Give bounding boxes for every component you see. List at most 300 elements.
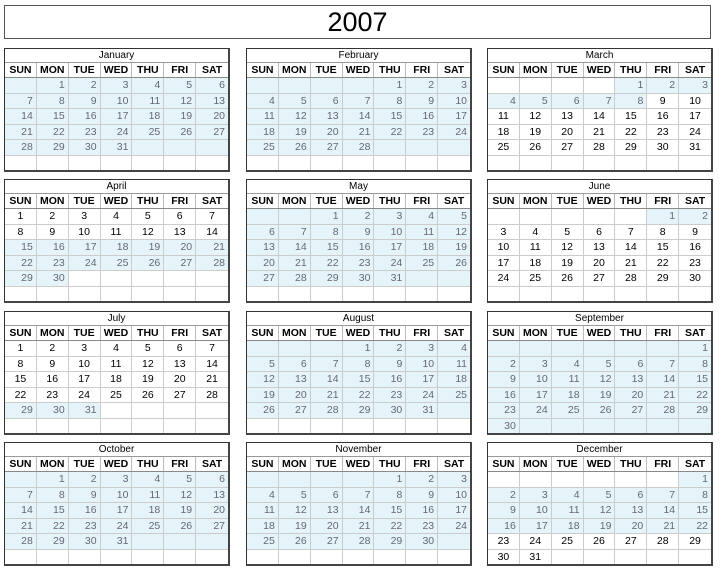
- day-cell: 7: [5, 488, 37, 504]
- day-cell: 25: [247, 534, 279, 550]
- day-cell: 29: [5, 403, 37, 419]
- day-cell: 17: [438, 109, 470, 125]
- day-cell: 15: [679, 372, 711, 388]
- day-cell: 23: [343, 256, 375, 272]
- month-name: April: [5, 180, 228, 194]
- day-cell: 19: [584, 519, 616, 535]
- day-cell: 10: [520, 503, 552, 519]
- day-cell: 1: [679, 341, 711, 357]
- day-cell: 21: [647, 388, 679, 404]
- day-cell: 24: [69, 388, 101, 404]
- day-cell: 29: [374, 534, 406, 550]
- day-cell: 24: [438, 125, 470, 141]
- day-cell: 16: [374, 372, 406, 388]
- month-july: [4, 311, 230, 435]
- day-cell: 25: [520, 271, 552, 287]
- day-cell: 21: [343, 519, 375, 535]
- day-cell: 1: [37, 78, 69, 94]
- day-cell: 5: [132, 341, 164, 357]
- day-cell: 11: [488, 109, 520, 125]
- weekday-label: SUN: [5, 194, 37, 208]
- empty-cell: [279, 341, 311, 357]
- day-cell: 27: [311, 534, 343, 550]
- day-cell: 19: [132, 372, 164, 388]
- day-cell: 1: [615, 78, 647, 94]
- empty-cell: [584, 419, 616, 435]
- empty-cell: [552, 156, 584, 172]
- day-cell: 30: [647, 140, 679, 156]
- empty-cell: [584, 156, 616, 172]
- weekday-label: MON: [279, 194, 311, 208]
- empty-cell: [520, 209, 552, 225]
- day-cell: 14: [5, 503, 37, 519]
- empty-cell: [69, 156, 101, 172]
- weekday-label: FRI: [647, 194, 679, 208]
- weekday-label: TUE: [311, 63, 343, 77]
- day-cell: 15: [5, 372, 37, 388]
- weekday-header: [5, 326, 228, 341]
- day-cell: 20: [311, 125, 343, 141]
- day-cell: 6: [615, 357, 647, 373]
- day-cell: 29: [37, 534, 69, 550]
- day-cell: 3: [69, 341, 101, 357]
- day-cell: 8: [374, 488, 406, 504]
- day-cell: 7: [615, 225, 647, 241]
- empty-cell: [196, 419, 228, 435]
- day-cell: 15: [647, 240, 679, 256]
- day-cell: 26: [552, 271, 584, 287]
- day-cell: 20: [552, 125, 584, 141]
- day-cell: 26: [279, 140, 311, 156]
- day-cell: 21: [5, 125, 37, 141]
- weekday-label: FRI: [164, 457, 196, 471]
- day-cell: 9: [343, 225, 375, 241]
- empty-cell: [164, 534, 196, 550]
- day-grid: [247, 341, 470, 435]
- empty-cell: [552, 209, 584, 225]
- empty-cell: [647, 287, 679, 303]
- empty-cell: [374, 140, 406, 156]
- day-cell: 8: [5, 357, 37, 373]
- weekday-label: SUN: [488, 194, 520, 208]
- day-cell: 18: [406, 240, 438, 256]
- empty-cell: [615, 209, 647, 225]
- empty-cell: [520, 341, 552, 357]
- empty-cell: [488, 341, 520, 357]
- weekday-label: MON: [37, 457, 69, 471]
- weekday-label: MON: [520, 63, 552, 77]
- day-cell: 12: [279, 109, 311, 125]
- day-cell: 21: [584, 125, 616, 141]
- day-cell: 8: [37, 488, 69, 504]
- day-cell: 7: [279, 225, 311, 241]
- day-cell: 14: [196, 357, 228, 373]
- empty-cell: [311, 472, 343, 488]
- empty-cell: [69, 287, 101, 303]
- day-cell: 29: [679, 403, 711, 419]
- empty-cell: [101, 403, 133, 419]
- day-cell: 5: [132, 209, 164, 225]
- weekday-label: WED: [584, 194, 616, 208]
- day-cell: 23: [647, 125, 679, 141]
- day-cell: 25: [101, 256, 133, 272]
- empty-cell: [520, 472, 552, 488]
- empty-cell: [132, 534, 164, 550]
- day-cell: 31: [101, 140, 133, 156]
- day-cell: 5: [279, 488, 311, 504]
- month-name: September: [488, 312, 711, 326]
- weekday-label: TUE: [69, 194, 101, 208]
- day-cell: 10: [520, 372, 552, 388]
- day-cell: 26: [132, 388, 164, 404]
- empty-cell: [164, 140, 196, 156]
- day-grid: [5, 341, 228, 435]
- weekday-header: [5, 194, 228, 209]
- day-cell: 11: [247, 109, 279, 125]
- day-cell: 23: [37, 388, 69, 404]
- day-cell: 4: [552, 488, 584, 504]
- day-cell: 31: [69, 403, 101, 419]
- day-cell: 3: [679, 78, 711, 94]
- day-cell: 11: [101, 357, 133, 373]
- day-cell: 8: [679, 488, 711, 504]
- day-cell: 13: [196, 488, 228, 504]
- day-cell: 17: [520, 388, 552, 404]
- month-name: October: [5, 443, 228, 457]
- weekday-label: SUN: [247, 457, 279, 471]
- day-cell: 8: [343, 357, 375, 373]
- weekday-label: MON: [37, 194, 69, 208]
- day-cell: 18: [101, 372, 133, 388]
- day-cell: 18: [101, 240, 133, 256]
- empty-cell: [438, 550, 470, 566]
- day-cell: 9: [37, 357, 69, 373]
- day-cell: 15: [37, 109, 69, 125]
- day-cell: 21: [615, 256, 647, 272]
- day-cell: 27: [196, 519, 228, 535]
- day-cell: 11: [132, 94, 164, 110]
- day-cell: 8: [311, 225, 343, 241]
- day-cell: 21: [196, 372, 228, 388]
- day-cell: 13: [311, 503, 343, 519]
- day-cell: 19: [520, 125, 552, 141]
- month-december: [487, 442, 713, 566]
- day-cell: 22: [5, 388, 37, 404]
- empty-cell: [679, 287, 711, 303]
- day-cell: 20: [164, 372, 196, 388]
- empty-cell: [132, 140, 164, 156]
- day-cell: 1: [374, 78, 406, 94]
- empty-cell: [488, 209, 520, 225]
- day-cell: 2: [488, 357, 520, 373]
- day-cell: 6: [552, 94, 584, 110]
- empty-cell: [679, 550, 711, 566]
- empty-cell: [584, 550, 616, 566]
- weekday-label: SUN: [488, 326, 520, 340]
- empty-cell: [374, 550, 406, 566]
- empty-cell: [279, 287, 311, 303]
- day-cell: 24: [520, 534, 552, 550]
- day-cell: 30: [37, 271, 69, 287]
- empty-cell: [615, 550, 647, 566]
- empty-cell: [343, 419, 375, 435]
- day-cell: 4: [247, 94, 279, 110]
- empty-cell: [488, 287, 520, 303]
- day-cell: 13: [164, 225, 196, 241]
- day-cell: 16: [69, 109, 101, 125]
- empty-cell: [5, 419, 37, 435]
- day-cell: 7: [343, 488, 375, 504]
- year-title: 2007: [327, 6, 388, 37]
- day-cell: 1: [37, 472, 69, 488]
- day-cell: 28: [343, 534, 375, 550]
- empty-cell: [520, 419, 552, 435]
- month-february: [246, 48, 472, 172]
- empty-cell: [647, 341, 679, 357]
- day-cell: 15: [615, 109, 647, 125]
- day-cell: 4: [552, 357, 584, 373]
- day-cell: 19: [132, 240, 164, 256]
- weekday-label: THU: [374, 194, 406, 208]
- weekday-label: FRI: [164, 326, 196, 340]
- day-cell: 29: [5, 271, 37, 287]
- weekday-label: SAT: [201, 458, 223, 470]
- weekday-label: MON: [279, 326, 311, 340]
- day-cell: 7: [196, 209, 228, 225]
- empty-cell: [132, 287, 164, 303]
- empty-cell: [374, 287, 406, 303]
- empty-cell: [406, 287, 438, 303]
- empty-cell: [196, 287, 228, 303]
- day-cell: 29: [615, 140, 647, 156]
- weekday-label: SAT: [443, 458, 465, 470]
- day-cell: 16: [69, 503, 101, 519]
- day-cell: 29: [679, 534, 711, 550]
- empty-cell: [101, 287, 133, 303]
- day-cell: 4: [520, 225, 552, 241]
- day-cell: 23: [488, 534, 520, 550]
- empty-cell: [520, 287, 552, 303]
- weekday-label: SUN: [5, 326, 37, 340]
- day-cell: 13: [311, 109, 343, 125]
- day-cell: 6: [279, 357, 311, 373]
- day-cell: 6: [311, 94, 343, 110]
- day-cell: 6: [196, 472, 228, 488]
- day-cell: 26: [584, 534, 616, 550]
- weekday-label: SUN: [488, 63, 520, 77]
- empty-cell: [132, 419, 164, 435]
- day-cell: 5: [584, 357, 616, 373]
- empty-cell: [615, 341, 647, 357]
- day-cell: 6: [164, 341, 196, 357]
- day-cell: 27: [615, 534, 647, 550]
- weekday-label: WED: [343, 63, 375, 77]
- empty-cell: [164, 550, 196, 566]
- month-april: [4, 179, 230, 303]
- day-cell: 10: [101, 488, 133, 504]
- weekday-label: MON: [37, 63, 69, 77]
- day-cell: 12: [164, 94, 196, 110]
- day-cell: 12: [584, 372, 616, 388]
- day-cell: 16: [37, 372, 69, 388]
- day-cell: 17: [374, 240, 406, 256]
- day-cell: 13: [247, 240, 279, 256]
- empty-cell: [132, 403, 164, 419]
- day-cell: 14: [343, 109, 375, 125]
- day-cell: 9: [679, 225, 711, 241]
- empty-cell: [279, 550, 311, 566]
- empty-cell: [247, 550, 279, 566]
- empty-cell: [584, 78, 616, 94]
- day-cell: 22: [615, 125, 647, 141]
- day-cell: 29: [311, 271, 343, 287]
- day-cell: 25: [132, 125, 164, 141]
- day-grid: [5, 209, 228, 303]
- day-cell: 17: [520, 519, 552, 535]
- empty-cell: [438, 403, 470, 419]
- empty-cell: [5, 472, 37, 488]
- weekday-label: SAT: [684, 64, 706, 76]
- weekday-label: MON: [279, 457, 311, 471]
- day-cell: 15: [311, 240, 343, 256]
- weekday-header: [247, 457, 470, 472]
- day-cell: 11: [406, 225, 438, 241]
- day-cell: 9: [488, 503, 520, 519]
- day-cell: 21: [647, 519, 679, 535]
- empty-cell: [164, 403, 196, 419]
- month-name: February: [247, 49, 470, 63]
- empty-cell: [196, 156, 228, 172]
- month-name: November: [247, 443, 470, 457]
- day-cell: 12: [520, 109, 552, 125]
- day-cell: 21: [343, 125, 375, 141]
- day-cell: 19: [279, 125, 311, 141]
- empty-cell: [279, 209, 311, 225]
- weekday-label: THU: [132, 194, 164, 208]
- day-cell: 27: [311, 140, 343, 156]
- day-cell: 14: [196, 225, 228, 241]
- day-cell: 22: [343, 388, 375, 404]
- weekday-label: SAT: [201, 64, 223, 76]
- day-cell: 16: [488, 388, 520, 404]
- weekday-label: TUE: [552, 194, 584, 208]
- day-cell: 31: [406, 403, 438, 419]
- weekday-label: SUN: [488, 457, 520, 471]
- day-cell: 22: [311, 256, 343, 272]
- weekday-label: TUE: [311, 326, 343, 340]
- day-cell: 12: [584, 503, 616, 519]
- weekday-header: [488, 63, 711, 78]
- day-cell: 14: [279, 240, 311, 256]
- day-cell: 11: [247, 503, 279, 519]
- day-grid: [5, 472, 228, 566]
- day-cell: 16: [343, 240, 375, 256]
- empty-cell: [311, 550, 343, 566]
- day-cell: 31: [374, 271, 406, 287]
- empty-cell: [374, 419, 406, 435]
- day-cell: 18: [552, 519, 584, 535]
- day-cell: 10: [406, 357, 438, 373]
- day-cell: 18: [552, 388, 584, 404]
- weekday-header: [488, 326, 711, 341]
- weekday-label: FRI: [406, 194, 438, 208]
- day-cell: 25: [552, 403, 584, 419]
- empty-cell: [584, 209, 616, 225]
- day-cell: 10: [69, 225, 101, 241]
- day-cell: 4: [132, 78, 164, 94]
- empty-cell: [615, 156, 647, 172]
- empty-cell: [247, 341, 279, 357]
- empty-cell: [438, 156, 470, 172]
- day-cell: 14: [5, 109, 37, 125]
- day-cell: 2: [37, 209, 69, 225]
- day-cell: 2: [37, 341, 69, 357]
- weekday-label: FRI: [406, 457, 438, 471]
- day-cell: 2: [406, 472, 438, 488]
- day-cell: 18: [247, 125, 279, 141]
- day-cell: 31: [520, 550, 552, 566]
- day-cell: 1: [343, 341, 375, 357]
- empty-cell: [247, 472, 279, 488]
- day-cell: 9: [374, 357, 406, 373]
- weekday-label: THU: [615, 457, 647, 471]
- day-cell: 12: [164, 488, 196, 504]
- day-cell: 22: [647, 256, 679, 272]
- day-cell: 14: [647, 503, 679, 519]
- empty-cell: [311, 78, 343, 94]
- empty-cell: [37, 419, 69, 435]
- day-cell: 27: [196, 125, 228, 141]
- day-cell: 7: [647, 488, 679, 504]
- month-name: May: [247, 180, 470, 194]
- year-title-box: [4, 5, 711, 39]
- empty-cell: [164, 287, 196, 303]
- day-cell: 20: [196, 503, 228, 519]
- day-cell: 6: [196, 78, 228, 94]
- empty-cell: [552, 78, 584, 94]
- empty-cell: [647, 550, 679, 566]
- day-cell: 1: [374, 472, 406, 488]
- day-cell: 10: [438, 488, 470, 504]
- day-cell: 4: [247, 488, 279, 504]
- empty-cell: [343, 472, 375, 488]
- weekday-label: SUN: [247, 63, 279, 77]
- empty-cell: [132, 156, 164, 172]
- day-cell: 22: [37, 125, 69, 141]
- empty-cell: [311, 341, 343, 357]
- day-cell: 2: [488, 488, 520, 504]
- weekday-header: [247, 63, 470, 78]
- month-name: August: [247, 312, 470, 326]
- weekday-label: FRI: [164, 194, 196, 208]
- day-cell: 28: [196, 256, 228, 272]
- day-cell: 1: [679, 472, 711, 488]
- day-cell: 24: [520, 403, 552, 419]
- empty-cell: [488, 156, 520, 172]
- day-cell: 28: [647, 534, 679, 550]
- empty-cell: [615, 419, 647, 435]
- day-cell: 20: [615, 519, 647, 535]
- month-august: [246, 311, 472, 435]
- weekday-label: FRI: [164, 63, 196, 77]
- empty-cell: [552, 287, 584, 303]
- day-cell: 20: [311, 519, 343, 535]
- weekday-header: [247, 194, 470, 209]
- empty-cell: [196, 140, 228, 156]
- day-cell: 16: [679, 240, 711, 256]
- empty-cell: [5, 78, 37, 94]
- day-grid: [5, 78, 228, 172]
